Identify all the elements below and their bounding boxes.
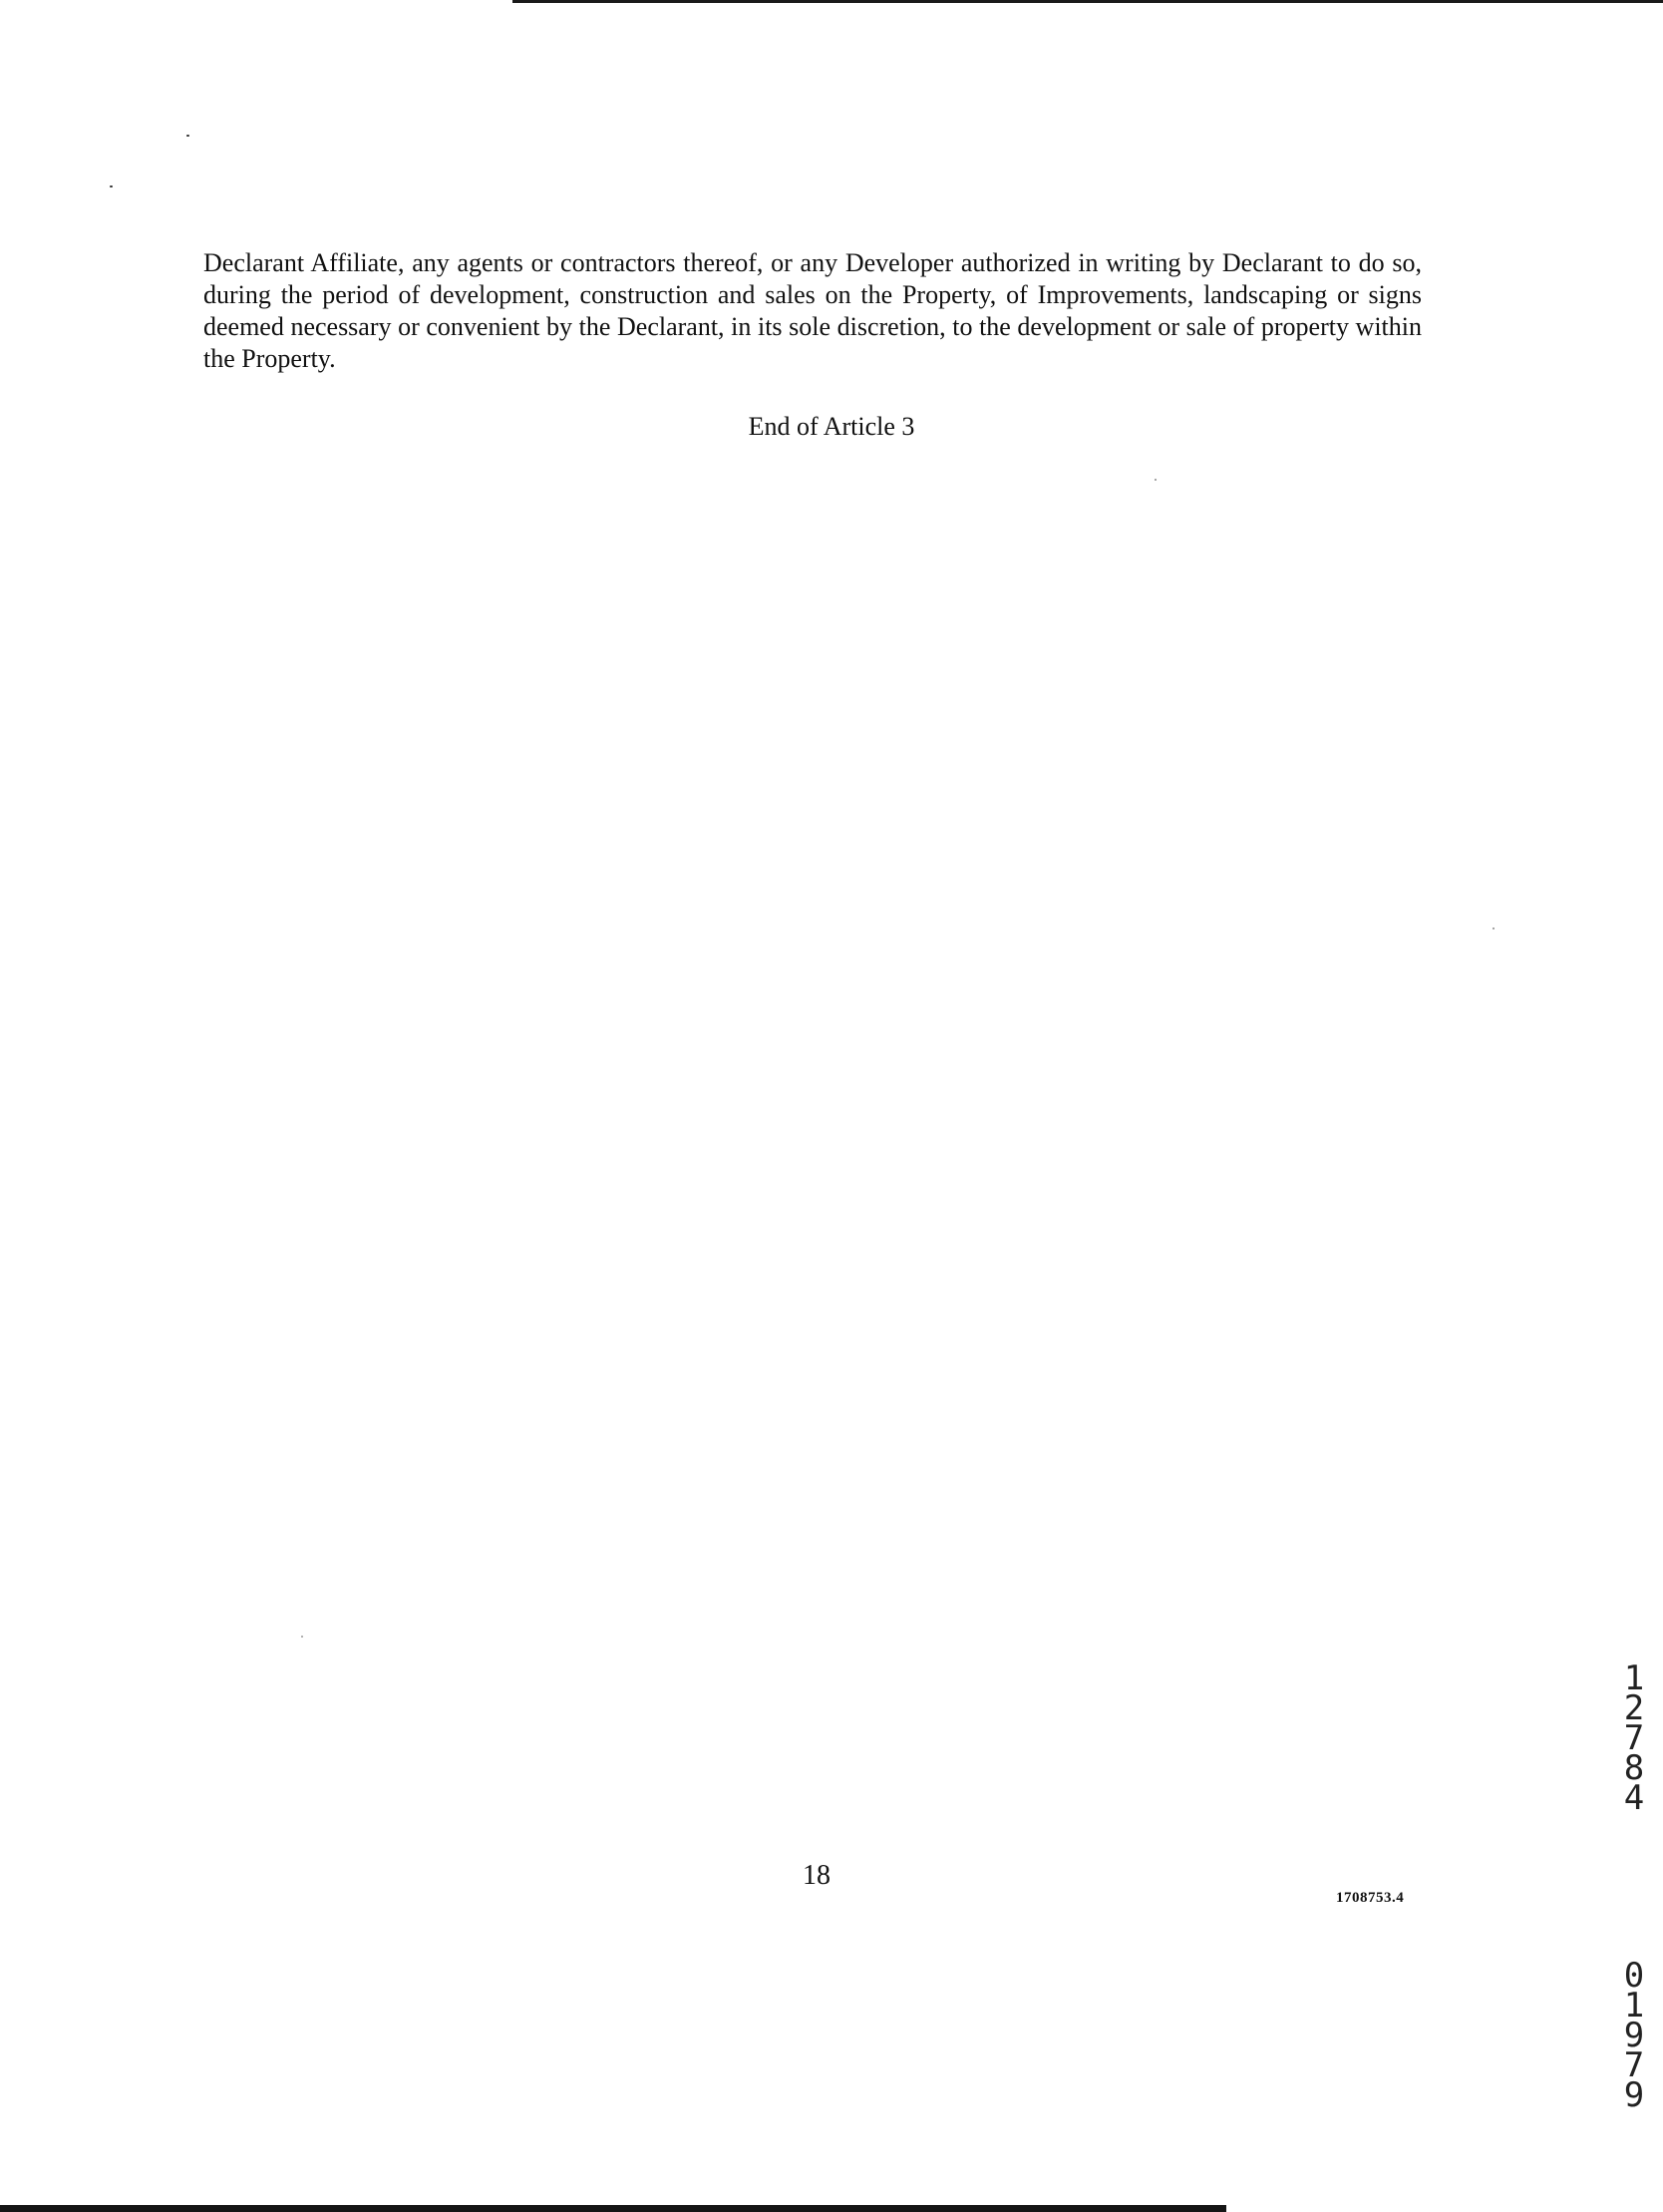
scan-edge-bottom bbox=[0, 2205, 1226, 2212]
document-id: 1708753.4 bbox=[1336, 1890, 1405, 1906]
page-number: 18 bbox=[803, 1860, 831, 1891]
scan-speck bbox=[186, 135, 189, 137]
recording-stamp bbox=[1617, 1604, 1651, 2170]
stamp-gap bbox=[1617, 1873, 1651, 1901]
body-paragraph: Declarant Affiliate, any agents or contractors thereof, or any Developer authorized in writing by Declarant to do so, during the period of development, construction and sales on the Property, of Improvements, landscaping or signs deemed necessary or convenient by the Declarant, in its sole discretion, to the development or sale of property within the Property. bbox=[203, 248, 1422, 373]
scan-speck bbox=[1493, 927, 1495, 929]
scan-speck bbox=[301, 1636, 303, 1638]
stamp-number-second: 01979 bbox=[1623, 1956, 1645, 2115]
scan-edge-top bbox=[512, 0, 1663, 3]
section-end-heading: End of Article 3 bbox=[748, 412, 915, 441]
scan-speck bbox=[1155, 479, 1157, 481]
stamp-number-first: 12784 bbox=[1623, 1659, 1645, 1818]
scan-speck bbox=[110, 185, 113, 187]
